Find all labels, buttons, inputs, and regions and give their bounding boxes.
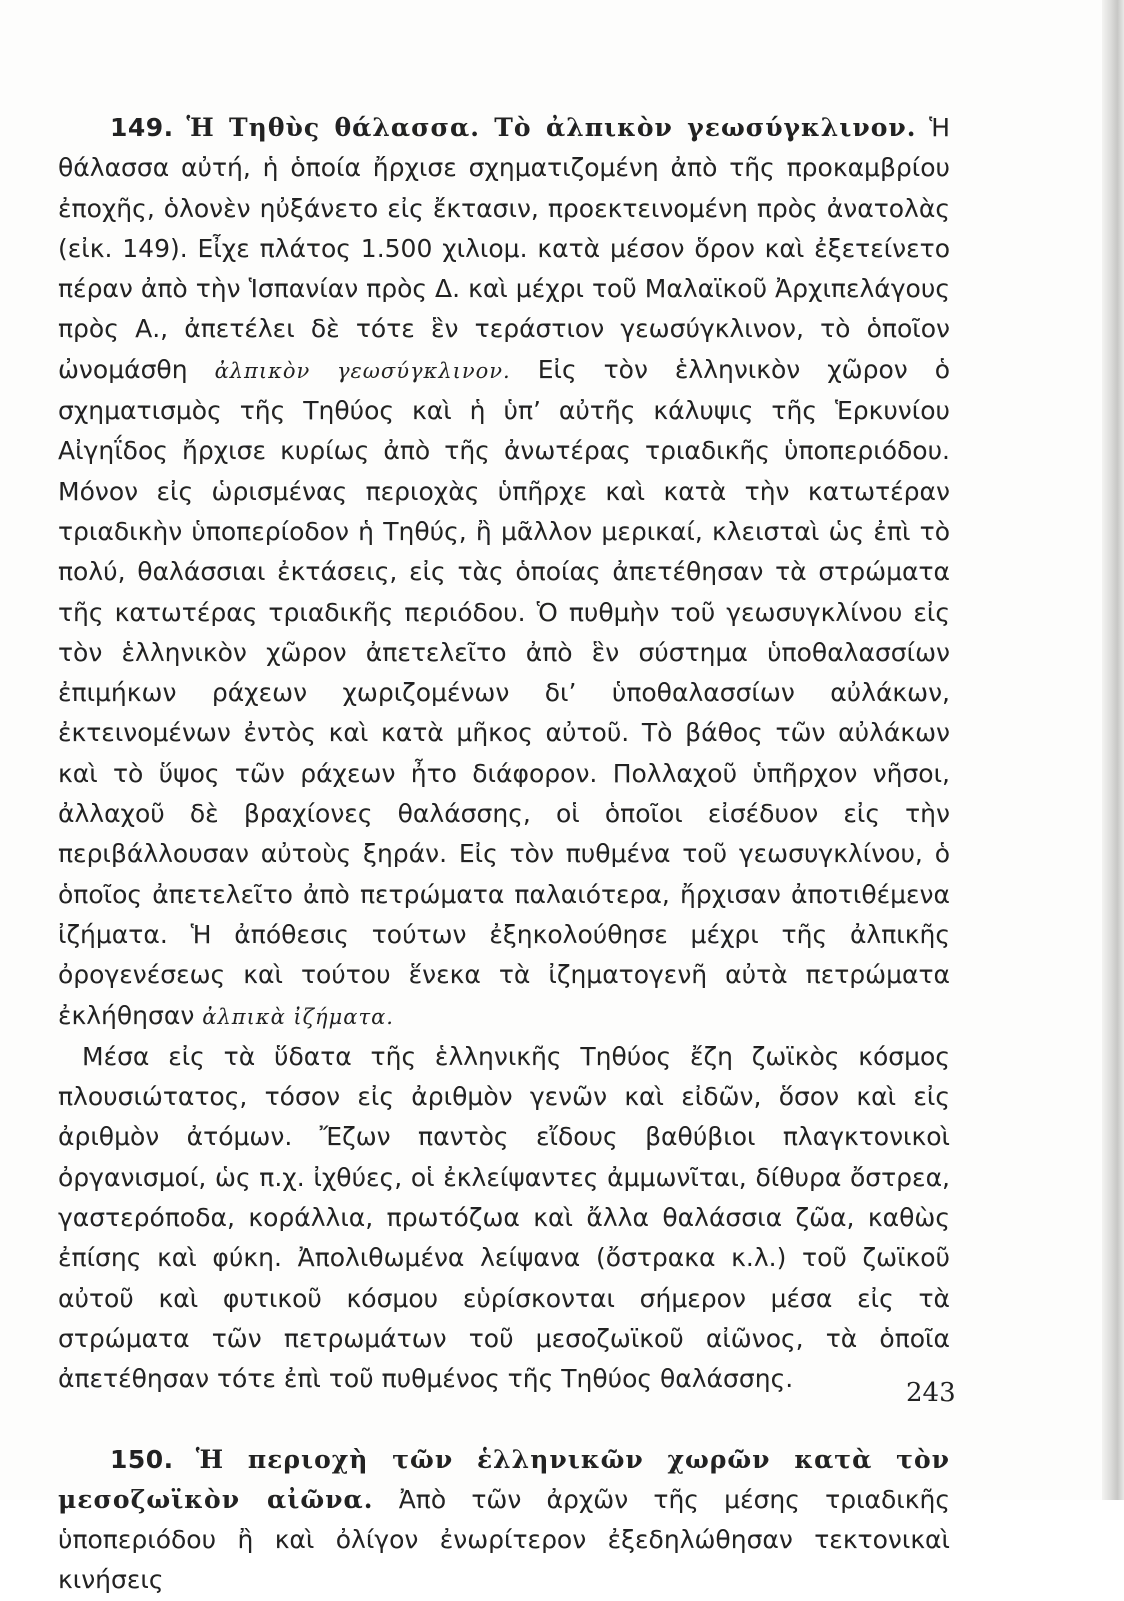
italic-term: ἀλπικὸν γεωσύγκλινον.	[214, 358, 511, 383]
body-text: Ἡ θάλασσα αὐτή, ἡ ὁποία ἤρχισε σχηματιζομένη ἀπὸ τῆς προκαμβρίου ἐποχῆς, ὁλονὲν ηὐξάνετο εἰς ἔκτασιν, προεκτεινομένη πρὸς ἀνατολὰς (εἰκ. 149). Εἶχε πλάτος 1.500 χιλιομ. κατὰ μέσον ὅρον καὶ ἐξετείνετο πέραν ἀπὸ τὴν Ἱσπανίαν πρὸς Δ. καὶ μέχρι τοῦ Μαλαϊκοῦ Ἀρχιπελάγους πρὸς Α., ἀπετέλει δὲ τότε ἓν τεράστιον γεωσύγκλινον, τὸ ὁποῖον ὠνομάσθη	[58, 113, 950, 384]
section-number: 150.	[110, 1444, 174, 1474]
section-150-paragraph	[58, 1440, 950, 1601]
book-page	[58, 108, 950, 1601]
section-number: 149.	[110, 113, 174, 142]
fauna-paragraph: Μέσα εἰς τὰ ὕδατα τῆς ἑλληνικῆς Τηθύος ἔζη ζωϊκὸς κόσμος πλουσιώτατος, τόσον εἰς ἀριθμὸν γενῶν καὶ εἰδῶν, ὅσον καὶ εἰς ἀριθμὸν ἀτόμων. Ἔζων παντὸς εἴδους βαθύβιοι πλαγκτονικοὶ ὀργανισμοί, ὡς π.χ. ἰχθύες, οἱ ἐκλείψαντες ἀμμωνῖται, δίθυρα ὄστρεα, γαστερόποδα, κοράλλια, πρωτόζωα καὶ ἄλλα θαλάσσια ζῶα, καθὼς ἐπίσης καὶ φύκη. Ἀπολιθωμένα λείψανα (ὄστρακα κ.λ.) τοῦ ζωϊκοῦ αὐτοῦ καὶ φυτικοῦ κόσμου εὑρίσκονται σήμερον μέσα εἰς τὰ στρώματα τῶν πετρωμάτων τοῦ μεσοζωϊκοῦ αἰῶνος, τὰ ὁποῖα ἀπετέθησαν τότε ἐπὶ τοῦ πυθμένος τῆς Τηθύος θαλάσσης.	[58, 1041, 950, 1394]
section-gap	[58, 1400, 950, 1440]
italic-term: ἀλπικὰ ἰζήματα.	[202, 1004, 394, 1029]
section-149-paragraph	[58, 108, 950, 1037]
body-text: Ἀπὸ τῶν ἀρχῶν τῆς μέσης τριαδικῆς ὑποπεριόδου ἢ καὶ ὀλίγον ἐνωρίτερον ἐξεδηλώθησαν τεκτονικαὶ κινήσεις	[58, 1484, 951, 1595]
section-title: Ἡ περιοχὴ τῶν ἑλληνικῶν χωρῶν κατὰ τὸν μεσοζωϊκὸν αἰῶνα.	[58, 1444, 950, 1514]
page-number: 243	[906, 1378, 956, 1408]
page-binding-edge	[1102, 0, 1124, 1500]
section-title: Ἡ Τηθὺς θάλασσα. Τὸ ἀλπικὸν γεωσύγκλινον.	[186, 113, 917, 142]
body-text: Εἰς τὸν ἑλληνικὸν χῶρον ὁ σχηματισμὸς τῆς Τηθύος καὶ ἡ ὑπ’ αὐτῆς κάλυψις τῆς Ἑρκυνίου Αἰγηΐδος ἤρχισε κυρίως ἀπὸ τῆς ἀνωτέρας τριαδικῆς ὑποπεριόδου. Μόνον εἰς ὡρισμένας περιοχὰς ὑπῆρχε καὶ κατὰ τὴν κατωτέραν τριαδικὴν ὑποπερίοδον ἡ Τηθύς, ἢ μᾶλλον μερικαί, κλεισταὶ ὡς ἐπὶ τὸ πολύ, θαλάσσιαι ἐκτάσεις, εἰς τὰς ὁποίας ἀπετέθησαν τὰ στρώματα τῆς κατωτέρας τριαδικῆς περιόδου. Ὁ πυθμὴν τοῦ γεωσυγκλίνου εἰς τὸν ἑλληνικὸν χῶρον ἀπετελεῖτο ἀπὸ ἓν σύστημα ὑποθαλασσίων ἐπιμήκων ράχεων χωριζομένων δι’ ὑποθαλασσίων αὐλάκων, ἐκτεινομένων ἐντὸς καὶ κατὰ μῆκος αὐτοῦ. Τὸ βάθος τῶν αὐλάκων καὶ τὸ ὕψος τῶν ράχεων ἦτο διάφορον. Πολλαχοῦ ὑπῆρχον νῆσοι, ἀλλαχοῦ δὲ βραχίονες θαλάσσης, οἱ ὁποῖοι εἰσέδυον εἰς τὴν περιβάλλουσαν αὐτοὺς ξηράν. Εἰς τὸν πυθμένα τοῦ γεωσυγκλίνου, ὁ ὁποῖος ἀπετελεῖτο ἀπὸ πετρώματα παλαιότερα, ἤρχισαν ἀποτιθέμενα ἰζήματα. Ἡ ἀπόθεσις τούτων ἐξηκολούθησε μέχρι τῆς ἀλπικῆς ὀρογενέσεως καὶ τούτου ἕνεκα τὰ ἰζηματογενῆ αὐτὰ πετρώματα ἐκλήθησαν	[58, 354, 951, 1030]
